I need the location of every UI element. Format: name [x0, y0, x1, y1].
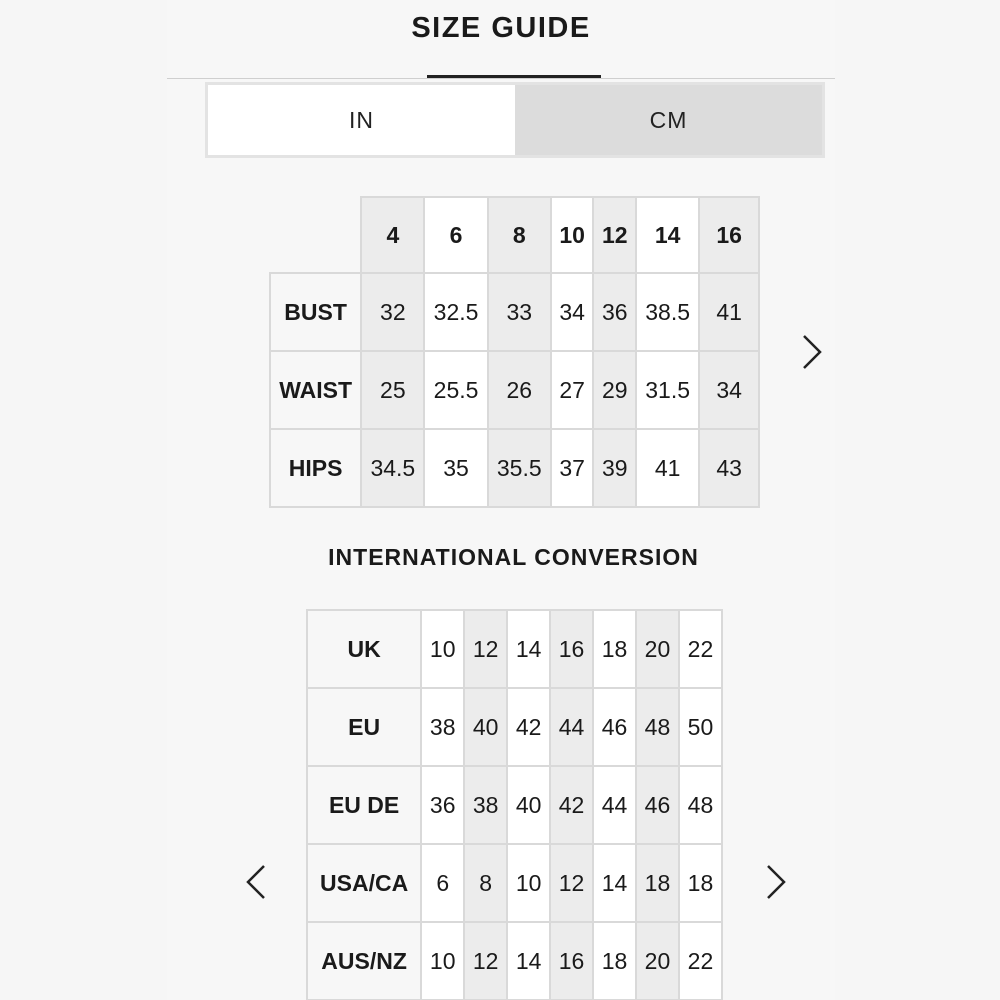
title-underline: [427, 75, 601, 78]
region-label: EU DE: [307, 766, 421, 844]
chevron-right-icon[interactable]: [756, 860, 792, 904]
row-label: BUST: [270, 273, 361, 351]
region-label: AUS/NZ: [307, 922, 421, 1000]
measurement-cell: 34: [699, 351, 759, 429]
measurement-cell: 31.5: [636, 351, 699, 429]
measurement-cell: 39: [593, 429, 636, 507]
table-row: [270, 429, 759, 507]
chevron-right-icon[interactable]: [792, 330, 828, 374]
conversion-cell: 44: [593, 766, 636, 844]
measurement-cell: 43: [699, 429, 759, 507]
size-header-cell: 6: [424, 197, 487, 273]
conversion-cell: 10: [507, 844, 550, 922]
unit-toggle-in[interactable]: IN: [208, 85, 515, 155]
conversion-cell: 48: [636, 688, 679, 766]
row-label: HIPS: [270, 429, 361, 507]
conversion-cell: 38: [464, 766, 507, 844]
measurement-cell: 32.5: [424, 273, 487, 351]
conversion-cell: 46: [636, 766, 679, 844]
conversion-cell: 14: [593, 844, 636, 922]
measurement-cell: 37: [551, 429, 594, 507]
corner-cell: [270, 197, 361, 273]
conversion-cell: 18: [593, 922, 636, 1000]
measurement-cell: 34: [551, 273, 594, 351]
conversion-cell: 42: [507, 688, 550, 766]
table-row: [307, 688, 722, 766]
conversion-cell: 44: [550, 688, 593, 766]
measurement-cell: 35: [424, 429, 487, 507]
size-header-cell: 10: [551, 197, 594, 273]
size-table: [269, 196, 760, 508]
chevron-left-icon[interactable]: [240, 860, 276, 904]
conversion-cell: 20: [636, 922, 679, 1000]
size-header-cell: 16: [699, 197, 759, 273]
region-label: UK: [307, 610, 421, 688]
conversion-cell: 22: [679, 922, 722, 1000]
conversion-cell: 40: [464, 688, 507, 766]
region-label: EU: [307, 688, 421, 766]
conversion-cell: 10: [421, 922, 464, 1000]
size-header-row: [270, 197, 759, 273]
conversion-cell: 42: [550, 766, 593, 844]
conversion-cell: 10: [421, 610, 464, 688]
conversion-cell: 18: [636, 844, 679, 922]
conversion-cell: 14: [507, 610, 550, 688]
conversion-cell: 22: [679, 610, 722, 688]
conversion-cell: 14: [507, 922, 550, 1000]
measurement-cell: 32: [361, 273, 424, 351]
conversion-cell: 16: [550, 610, 593, 688]
row-label: WAIST: [270, 351, 361, 429]
conversion-cell: 20: [636, 610, 679, 688]
measurement-cell: 35.5: [488, 429, 551, 507]
table-row: [307, 844, 722, 922]
size-table-viewport: [269, 196, 760, 508]
measurement-cell: 25: [361, 351, 424, 429]
measurement-cell: 27: [551, 351, 594, 429]
measurement-cell: 33: [488, 273, 551, 351]
conversion-table: [306, 609, 723, 1000]
conversion-cell: 48: [679, 766, 722, 844]
measurement-cell: 34.5: [361, 429, 424, 507]
conversion-cell: 12: [464, 922, 507, 1000]
conversion-cell: 16: [550, 922, 593, 1000]
conversion-cell: 12: [464, 610, 507, 688]
measurement-cell: 25.5: [424, 351, 487, 429]
size-header-cell: 4: [361, 197, 424, 273]
conversion-cell: 40: [507, 766, 550, 844]
unit-toggle-cm[interactable]: CM: [649, 106, 688, 133]
unit-toggle: [205, 82, 825, 158]
conversion-title: INTERNATIONAL CONVERSION: [328, 544, 699, 570]
conversion-cell: 12: [550, 844, 593, 922]
conversion-cell: 18: [679, 844, 722, 922]
region-label: USA/CA: [307, 844, 421, 922]
conversion-cell: 38: [421, 688, 464, 766]
measurement-cell: 41: [699, 273, 759, 351]
size-header-cell: 12: [593, 197, 636, 273]
size-header-cell: 14: [636, 197, 699, 273]
size-header-cell: 8: [488, 197, 551, 273]
table-row: [307, 766, 722, 844]
title-divider: [167, 78, 835, 79]
measurement-cell: 41: [636, 429, 699, 507]
measurement-cell: 36: [593, 273, 636, 351]
measurement-cell: 38.5: [636, 273, 699, 351]
conversion-cell: 18: [593, 610, 636, 688]
conversion-cell: 50: [679, 688, 722, 766]
table-row: [307, 610, 722, 688]
measurement-cell: 26: [488, 351, 551, 429]
conversion-cell: 6: [421, 844, 464, 922]
measurement-cell: 29: [593, 351, 636, 429]
conversion-cell: 46: [593, 688, 636, 766]
conversion-cell: 8: [464, 844, 507, 922]
conversion-table-viewport: [306, 609, 723, 1000]
conversion-cell: 36: [421, 766, 464, 844]
table-row: [307, 922, 722, 1000]
page-title: SIZE GUIDE: [411, 12, 591, 44]
table-row: [270, 351, 759, 429]
table-row: [270, 273, 759, 351]
